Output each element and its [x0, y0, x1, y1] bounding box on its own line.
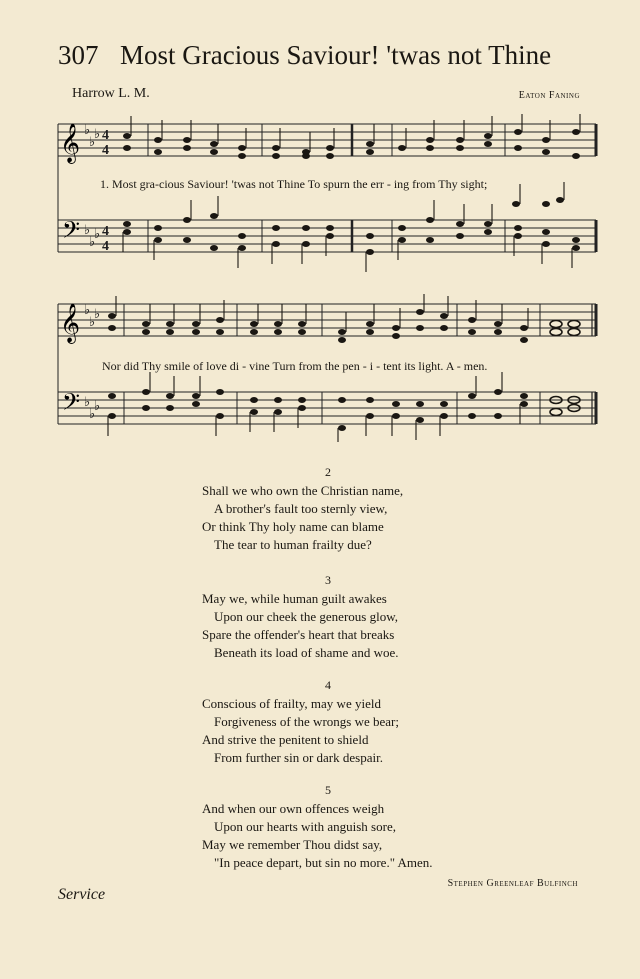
verse-line: Shall we who own the Christian name,: [202, 483, 404, 498]
verse-line: Beneath its load of shame and woe.: [214, 645, 399, 660]
hymn-title: Most Gracious Saviour! 'twas not Thine: [120, 40, 552, 70]
verse-line: From further sin or dark despair.: [214, 750, 383, 765]
verse-line: Conscious of frailty, may we yield: [202, 696, 381, 711]
system-2-lyrics: Nor did Thy smile of love di - vine Turn from the pen - i - tent its light. A - men.: [102, 359, 488, 373]
svg-text:♭: ♭: [84, 395, 91, 410]
music-score-system-1: [0, 112, 640, 277]
verse-2-number: 2: [325, 465, 331, 479]
verse-4-number: 4: [325, 678, 331, 692]
svg-text:♭: ♭: [89, 235, 96, 250]
svg-text:♭: ♭: [84, 303, 91, 318]
section-footer: Service: [58, 886, 106, 903]
verse-4: [202, 695, 399, 767]
verse-5-number: 5: [325, 783, 331, 797]
system-1-lyrics: 1. Most gra-cious Saviour! 'twas not Thine To spurn the err - ing from Thy sight;: [100, 177, 488, 191]
svg-text:♭: ♭: [84, 123, 91, 138]
svg-text:♭: ♭: [84, 223, 91, 238]
svg-text:♭: ♭: [94, 127, 101, 142]
svg-text:♭: ♭: [89, 135, 96, 150]
verse-line: A brother's fault too sternly view,: [214, 501, 388, 516]
svg-text:♭: ♭: [89, 315, 96, 330]
svg-text:♭: ♭: [94, 307, 101, 322]
svg-text:4: 4: [102, 143, 109, 158]
svg-text:4: 4: [102, 128, 109, 143]
hymn-number: 307: [58, 40, 99, 70]
svg-text:4: 4: [102, 239, 109, 254]
svg-text:♭: ♭: [94, 227, 101, 242]
verse-5: [202, 800, 433, 872]
svg-text:♭: ♭: [89, 407, 96, 422]
svg-text:4: 4: [102, 224, 109, 239]
tune-name: Harrow L. M.: [72, 86, 150, 101]
verse-3-number: 3: [325, 573, 331, 587]
verse-line: May we, while human guilt awakes: [202, 591, 387, 606]
verse-line: The tear to human frailty due?: [214, 537, 372, 552]
verse-line: And strive the penitent to shield: [202, 732, 369, 747]
verse-3: [202, 590, 398, 662]
verse-line: And when our own offences weigh: [202, 801, 385, 816]
verse-line: Or think Thy holy name can blame: [202, 519, 384, 534]
svg-text:𝄢: 𝄢: [62, 216, 81, 249]
composer-credit: Eaton Faning: [518, 90, 580, 101]
verse-line: Spare the offender's heart that breaks: [202, 627, 395, 642]
verse-line: Forgiveness of the wrongs we bear;: [214, 714, 399, 729]
verse-line: May we remember Thou didst say,: [202, 837, 383, 852]
svg-text:𝄞: 𝄞: [60, 123, 81, 163]
svg-text:𝄢: 𝄢: [62, 388, 81, 421]
verse-line: Upon our hearts with anguish sore,: [214, 819, 396, 834]
verse-line: Upon our cheek the generous glow,: [214, 609, 398, 624]
svg-text:♭: ♭: [94, 399, 101, 414]
author-credit: Stephen Greenleaf Bulfinch: [447, 878, 578, 889]
verse-line: "In peace depart, but sin no more." Amen.: [214, 855, 433, 870]
verse-2: [202, 482, 403, 554]
svg-text:𝄞: 𝄞: [60, 303, 81, 343]
